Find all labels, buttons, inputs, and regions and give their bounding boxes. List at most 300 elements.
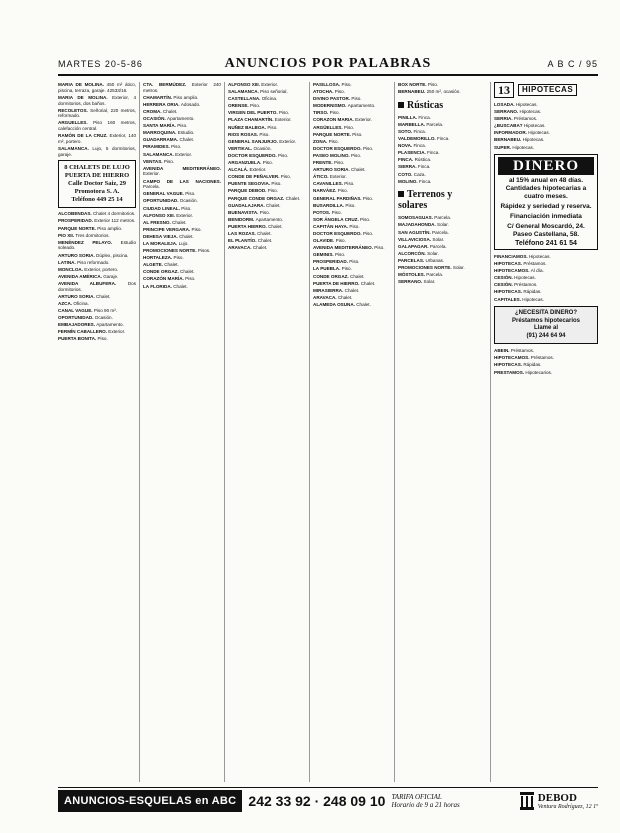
ad-body: Hipotecarios. (525, 369, 553, 375)
ad-body: Al día. (530, 268, 544, 274)
ad-heading: ARGUELLES. (58, 120, 94, 126)
ads-list (398, 115, 476, 185)
classified-ad (398, 179, 476, 185)
ad-body: Solar. (452, 265, 465, 270)
ad-body: Oficina. (73, 300, 89, 306)
category-header (494, 82, 598, 98)
classified-ad (143, 191, 221, 197)
ad-heading: ARGÜELLES. (313, 124, 344, 130)
ad-body: Piso. (352, 131, 363, 137)
classified-ad (143, 95, 221, 101)
ads-column-2 (143, 82, 221, 782)
ad-body: Finca. (413, 128, 427, 134)
ad-body: Piso. (360, 216, 371, 222)
ad-heading: SUPER. (494, 144, 513, 150)
ad-heading: ¿BUSCABA? (494, 123, 524, 129)
ad-heading: LOSADA. (494, 102, 516, 107)
classified-ad (143, 220, 221, 226)
ad-heading: AL FRESNO. (143, 219, 173, 225)
classified-ad (313, 252, 391, 258)
ad-heading: VILLAVICIOSA. (398, 236, 433, 242)
classified-ad (494, 362, 598, 368)
classified-ad (228, 188, 306, 194)
ad-body: Rápidas. (523, 289, 542, 295)
ad-body: Piso. (267, 188, 278, 194)
classified-ad (313, 188, 391, 194)
ad-heading: DIVINO PASTOR. (313, 96, 352, 102)
ad-body: Parcela. (429, 243, 447, 249)
ad-heading: LA FLORIDA. (143, 283, 174, 289)
classified-ad (58, 240, 136, 251)
temple-icon (520, 792, 534, 810)
ad-heading: ARTURO SORIA. (313, 167, 352, 173)
ad-heading: VALDEMORILLO. (398, 136, 437, 142)
ad-body: Estudio. (177, 130, 195, 136)
ad-heading: NOVA. (398, 143, 414, 149)
ad-heading: PARQUE DEBOD. (228, 188, 268, 194)
classified-ad (313, 224, 391, 230)
ad-heading: GUADALAJARA. (228, 202, 267, 208)
ad-heading: PROMOCIONES NORTE. (398, 265, 453, 270)
debod-logo (520, 792, 598, 811)
classified-ad (313, 274, 391, 280)
section-heading-rusticas (398, 100, 476, 111)
ad-body: Hipotecas. (528, 130, 550, 136)
ad-body: Exterior. (355, 117, 372, 123)
classified-ad (398, 237, 476, 243)
ad-heading: PROSPERIDAD. (58, 218, 95, 224)
classified-ad (313, 153, 391, 159)
ad-body: Exterior. (175, 151, 193, 157)
promo-line: Llame al (533, 325, 558, 332)
ad-heading: PASEO MOLINO. (313, 152, 351, 158)
classified-ad (228, 153, 306, 159)
ad-heading: SERRANO. (494, 109, 520, 115)
dinero-title: DINERO (498, 157, 594, 175)
ad-heading: ALGETE. (143, 262, 165, 268)
ad-heading: INFORMADOR. (494, 130, 529, 136)
ad-heading: DOCTOR ESQUERDO. (313, 145, 363, 151)
classified-ad (313, 210, 391, 216)
ad-heading: HERRERA ORIA. (143, 101, 181, 107)
ad-heading: CESIÓN. (494, 282, 515, 288)
ads-column-5 (398, 82, 476, 782)
ad-heading: PROSPERIDAD. (313, 259, 350, 265)
ad-heading: SALAMANCA. (228, 89, 261, 95)
ad-heading: SOTO. (398, 128, 414, 134)
ad-heading: FRENTE. (313, 160, 334, 166)
classified-ad (143, 248, 221, 254)
ad-body: Hipotecas. (512, 144, 535, 150)
ad-heading: PROMOCIONES NORTE. (143, 248, 198, 254)
classified-ad (398, 129, 476, 135)
ad-heading: VENTAS. (143, 158, 164, 164)
ad-body: Parcela. (434, 215, 452, 221)
ad-heading: HIPOTECAS. (494, 289, 524, 295)
classified-ad (313, 167, 391, 173)
classified-ad (143, 262, 221, 268)
ad-body: Hipotecas. (523, 123, 546, 129)
ad-heading: POTOS. (313, 209, 332, 215)
ad-heading: BUSARDILLA. (313, 202, 346, 208)
ad-heading: ORENSE. (228, 103, 250, 109)
ad-heading: AZCA. (58, 300, 74, 306)
ad-heading: GENERAL VAGUE. (143, 191, 186, 197)
classified-ad (398, 122, 476, 128)
ad-body: Piso. (173, 255, 184, 261)
ad-heading: MÓSTOLES. (398, 272, 427, 278)
classified-ad (143, 241, 221, 247)
classified-ad (398, 82, 476, 88)
ad-heading: ALCALÁ. (228, 167, 250, 173)
classified-ad (313, 302, 391, 308)
ad-heading: SIERRA. (398, 164, 418, 170)
ad-body: Urbanas. (425, 257, 445, 263)
category-name: HIPOTECAS (518, 84, 577, 96)
ad-heading: BOX NORTE. (398, 82, 428, 87)
page-title: ANUNCIOS POR PALABRAS (224, 56, 432, 71)
ad-heading: CAMPO DE LAS NACIONES. (143, 178, 221, 184)
ad-heading: MONCLOA. (58, 266, 85, 272)
page-number: A B C / 95 (547, 59, 598, 69)
classified-ad (143, 166, 221, 177)
classified-ad (143, 102, 221, 108)
ad-heading: TIRSO. (313, 110, 330, 116)
dinero-line: Rápidez y seriedad y reserva. (500, 203, 592, 211)
ad-body: Hipotecas. (522, 137, 545, 143)
ad-heading: BENIDORM. (228, 216, 256, 222)
section-heading-text: Terrenos y solares (398, 189, 453, 212)
ad-body: Piso. (278, 110, 290, 116)
classified-ad (313, 96, 391, 102)
ad-heading: OPORTUNIDAD. (143, 198, 180, 204)
classified-ad (398, 279, 476, 285)
ad-line: Promotora S. A. (74, 188, 120, 196)
ad-heading: AVENIDA AMÉRICA. (58, 273, 104, 279)
ad-body: Chalet. (350, 273, 365, 279)
ad-body: Solar. (427, 250, 439, 256)
classified-ad (58, 322, 136, 328)
classified-ad (143, 255, 221, 261)
ad-heading: SALAMANCA. (58, 145, 93, 151)
ad-heading: NUÑEZ BALBOA. (228, 124, 268, 130)
ad-heading: PUERTA DE HIERRO. (313, 280, 361, 286)
ad-heading: ALCOBENDAS. (58, 211, 93, 217)
classified-ad (228, 238, 306, 244)
ad-line: Calle Doctor Saiz, 29 (67, 180, 126, 188)
classified-ad (398, 157, 476, 163)
section-bullet-icon (398, 102, 404, 108)
ad-body: Chalet. (180, 269, 195, 275)
ad-heading: GENERAL SANJURJO. (228, 138, 280, 144)
ad-heading: AVENIDA ALBUFERA. (58, 280, 128, 286)
ad-heading: CAPITALES. (494, 296, 523, 302)
ad-heading: ALFONSO XIII. (228, 82, 262, 87)
promo-line: Préstamos hipotecarios (511, 317, 581, 324)
classified-ad (313, 132, 391, 138)
ad-body: Piso. (334, 89, 345, 95)
ad-heading: MODERNISMO. (313, 103, 348, 109)
classified-ad (228, 146, 306, 152)
ad-body: Chalet 4 dormitorios. (92, 211, 136, 217)
ad-heading: PUENTE SEGOVIA. (228, 181, 272, 187)
ad-body: Exterior, 140 m², portero. (58, 133, 136, 144)
classified-ad (228, 96, 306, 102)
ad-body: Piso amplio. (173, 94, 199, 100)
ad-body: Ocasión. (94, 315, 113, 321)
classified-ad (143, 179, 221, 190)
ad-body: Piso señorial. (260, 89, 288, 95)
ad-body: Hipotecas. (522, 296, 544, 302)
classified-ad (143, 137, 221, 143)
ads-column-3 (228, 82, 306, 782)
section-bullet-icon (398, 191, 404, 197)
classified-ad (143, 116, 221, 122)
ads-list (313, 82, 391, 308)
classified-ad (398, 230, 476, 236)
classified-ad (228, 224, 306, 230)
classified-ad (313, 259, 391, 265)
ad-heading: MENÉNDEZ PELAYO. (58, 239, 121, 245)
classified-ad (228, 110, 306, 116)
ad-body: Piso. (362, 145, 374, 151)
ad-heading: OPORTUNIDAD. (58, 315, 95, 321)
ad-body: Piso. (262, 160, 273, 166)
promo-phone: (91) 244 64 94 (526, 332, 566, 339)
ad-body: Oficina. (261, 96, 278, 102)
classified-ad (313, 238, 391, 244)
ad-body: Piso. (328, 138, 339, 144)
column-divider (394, 82, 395, 782)
section-heading-terrenos (398, 189, 476, 211)
ad-body: Piso. (259, 131, 270, 137)
footer-tarifa (391, 793, 459, 809)
classified-ad (228, 139, 306, 145)
ad-heading: CHAMARTÍN. (143, 94, 174, 100)
ad-body: Parcela. (426, 121, 444, 127)
classified-ad (494, 116, 598, 122)
ad-body: Finca. (418, 178, 432, 184)
ad-heading: PARQUE NORTE. (58, 225, 98, 231)
ad-heading: PRINCIPE VERGARA. (143, 226, 192, 232)
ads-list (494, 348, 598, 375)
classified-ad (228, 181, 306, 187)
ads-list (398, 215, 476, 285)
classified-ad (228, 89, 306, 95)
dinero-phone: Teléfono 241 61 54 (515, 240, 577, 248)
ad-body: Chalet. (268, 223, 283, 229)
ad-body: Pisos. (197, 248, 211, 254)
ad-heading: ARTURO SORIA. (58, 293, 97, 299)
ad-heading: PARQUE CONDE ORGAZ. (228, 195, 286, 201)
ad-body: Chalet. (360, 280, 376, 286)
ad-body: Piso. (345, 202, 356, 208)
ad-heading: CONDE ORGAZ. (143, 269, 181, 275)
ad-body: Hipotecas. (528, 253, 551, 259)
ad-heading: EL PLANTÍO. (228, 238, 258, 244)
ad-line: 8 CHALETS DE LUJO (64, 164, 130, 172)
ad-body: Apartamento. (167, 116, 195, 122)
ad-heading: GEMINIS. (313, 252, 335, 258)
classified-ad (58, 301, 136, 307)
classified-ad (228, 245, 306, 251)
classified-ad (228, 210, 306, 216)
classified-ad (494, 370, 598, 376)
ad-heading: CONDE DE PEÑALVER. (228, 174, 281, 180)
classified-ad (313, 203, 391, 209)
ad-heading: CROMA. (143, 108, 163, 114)
ad-heading: FINCA. (398, 157, 415, 163)
ad-heading: BERNABEU. (398, 89, 427, 95)
classified-ad (313, 103, 391, 109)
ad-heading: MIRASIERRA. (313, 287, 345, 293)
classified-ad (143, 109, 221, 115)
classified-ad (494, 130, 598, 136)
ad-body: Piso. (343, 124, 355, 130)
ad-heading: ZONA. (313, 138, 329, 144)
classified-ad (398, 222, 476, 228)
ad-body: Exterior. (329, 174, 347, 180)
ad-body: Piso 90 m². (93, 307, 118, 313)
ad-heading: RECOLETOS. (58, 107, 91, 113)
classified-ad (58, 253, 136, 259)
classified-ad (398, 244, 476, 250)
ad-body: Piso. (267, 124, 278, 130)
classified-ad (228, 196, 306, 202)
ad-heading: SALAMANCA. (143, 151, 176, 157)
ad-line: PUERTA DE HIERRO (64, 172, 130, 180)
ad-body: Piso. (362, 230, 374, 236)
ad-heading: VERTIKAL. (228, 145, 254, 151)
ads-list (228, 82, 306, 251)
ad-heading: SERRANO. (398, 279, 424, 285)
classified-ad (58, 211, 136, 217)
ad-heading: ALFONSO XIII. (143, 212, 177, 218)
page-footer-ad (58, 787, 598, 814)
ad-heading: CTA. BERMÚDEZ. (143, 82, 192, 87)
debod-logo-text: DEBOD (537, 791, 577, 804)
classified-ad (398, 143, 476, 149)
ad-heading: RAMÓN DE LA CRUZ. (58, 133, 110, 139)
ads-list (58, 211, 136, 342)
ad-body: Piso. (427, 82, 439, 87)
ad-body: Apartamento. (255, 216, 284, 222)
classified-ad (313, 181, 391, 187)
ad-body: Finca. (418, 114, 431, 120)
ad-line: Teléfono 449 25 14 (71, 196, 123, 204)
ad-body: Chalet. (252, 245, 268, 251)
ad-heading: GUADARRAMA. (143, 137, 180, 143)
ad-heading: LATINA. (58, 259, 78, 265)
ad-heading: SANTA MARÍA. (143, 123, 178, 129)
ad-heading: CORAZON MARIA. (313, 117, 356, 123)
classified-ad (313, 146, 391, 152)
ads-column-1 (58, 82, 136, 782)
classified-ad (228, 125, 306, 131)
classified-ad (58, 120, 136, 131)
ad-body: Piso. (271, 181, 282, 187)
footer-phones: 242 33 92 · 248 09 10 (248, 793, 386, 809)
ad-heading: HIPOTECAMOS. (494, 355, 531, 361)
ad-body: Piso. (181, 205, 192, 211)
tarifa-line: TARIFA OFICIAL (391, 793, 442, 801)
ad-heading: PUERTA BONITA. (58, 336, 98, 342)
ad-body: Piso. (97, 336, 108, 342)
ad-heading: ARGANZUELA. (228, 160, 263, 166)
classified-ad (143, 144, 221, 150)
ad-body: Piso. (329, 110, 340, 116)
ad-body: Caza. (413, 171, 426, 177)
ad-body: Tres dormitorios. (75, 232, 110, 238)
ad-body: Rústica. (414, 157, 432, 163)
classified-ad (494, 261, 598, 267)
ad-body: Piso. (334, 252, 346, 258)
dinero-line: al 15% anual en 48 días. Cantidades hipotecarias a cuatro meses. (505, 177, 587, 201)
classified-ad (143, 123, 221, 129)
ad-body: Lujo, 5 dormitorios, garaje. (58, 145, 136, 157)
classified-ad (143, 152, 221, 158)
classified-ad (398, 272, 476, 278)
ad-body: Parcela. (426, 272, 444, 278)
ad-heading: BUENAVISTA. (228, 209, 260, 215)
ad-heading: AVENIDA MEDITERRÁNEO. (313, 245, 375, 251)
dinero-line: Financiación inmediata (510, 213, 582, 221)
ad-body: Piso. (163, 158, 175, 164)
ad-body: Señorial, 220 metros, reformado. (58, 107, 136, 119)
ad-heading: MARIA DE MOLINA. (58, 94, 113, 100)
classified-ad (228, 103, 306, 109)
classified-ad (313, 266, 391, 272)
ad-body: Parcela. (432, 229, 449, 235)
ad-body: Piso. (177, 123, 188, 129)
ad-body: Garaje. (103, 273, 119, 279)
ad-heading: MOLINO. (398, 178, 419, 184)
ad-heading: ALAMEDA OSUNA. (313, 301, 357, 307)
ad-heading: MARIA DE MOLINA. (58, 82, 107, 87)
ad-heading: GENERAL PARDIÑAS. (313, 195, 363, 201)
classified-ad (398, 89, 476, 95)
ad-body: Exterior 112 metros. (94, 218, 136, 224)
classified-ad (143, 234, 221, 240)
classified-ad (398, 150, 476, 156)
classified-ad (143, 159, 221, 165)
ad-heading: CIUDAD LINEAL. (143, 205, 182, 211)
ad-heading: MARBELLA. (398, 121, 427, 127)
ad-body: Hipotecas. (519, 109, 542, 115)
debod-logo-text-block (538, 792, 598, 811)
ad-body: Finca. (436, 136, 450, 142)
classified-ad (494, 102, 598, 108)
ad-heading: ATOCHA. (313, 89, 335, 95)
ad-body: Exterior. (274, 117, 292, 123)
ad-body: Préstamos. (530, 355, 554, 361)
footer-band: ANUNCIOS-ESQUELAS en ABC (58, 790, 242, 812)
ad-body: Apartamento. (347, 103, 376, 109)
ad-body: Chalet. (344, 287, 360, 293)
ads-list (58, 82, 136, 157)
ad-body: Chalet. (337, 294, 353, 300)
ad-body: Exterior. (143, 171, 160, 177)
classified-ad (228, 231, 306, 237)
ad-body: 250 m², ocasión. (426, 89, 461, 95)
classified-ad (398, 115, 476, 121)
ad-body: Exterior. (108, 329, 126, 335)
ad-heading: SERRIA. (494, 116, 514, 122)
ad-body: 450 m² ático, piscina, terraza, garaje. 42533/16. (58, 82, 136, 93)
ad-heading: ALCORCÓN. (398, 250, 428, 256)
ad-body: Ocasión. (179, 198, 198, 204)
ad-body: Exterior, 4 dormitorios, dos baños. (58, 94, 136, 106)
